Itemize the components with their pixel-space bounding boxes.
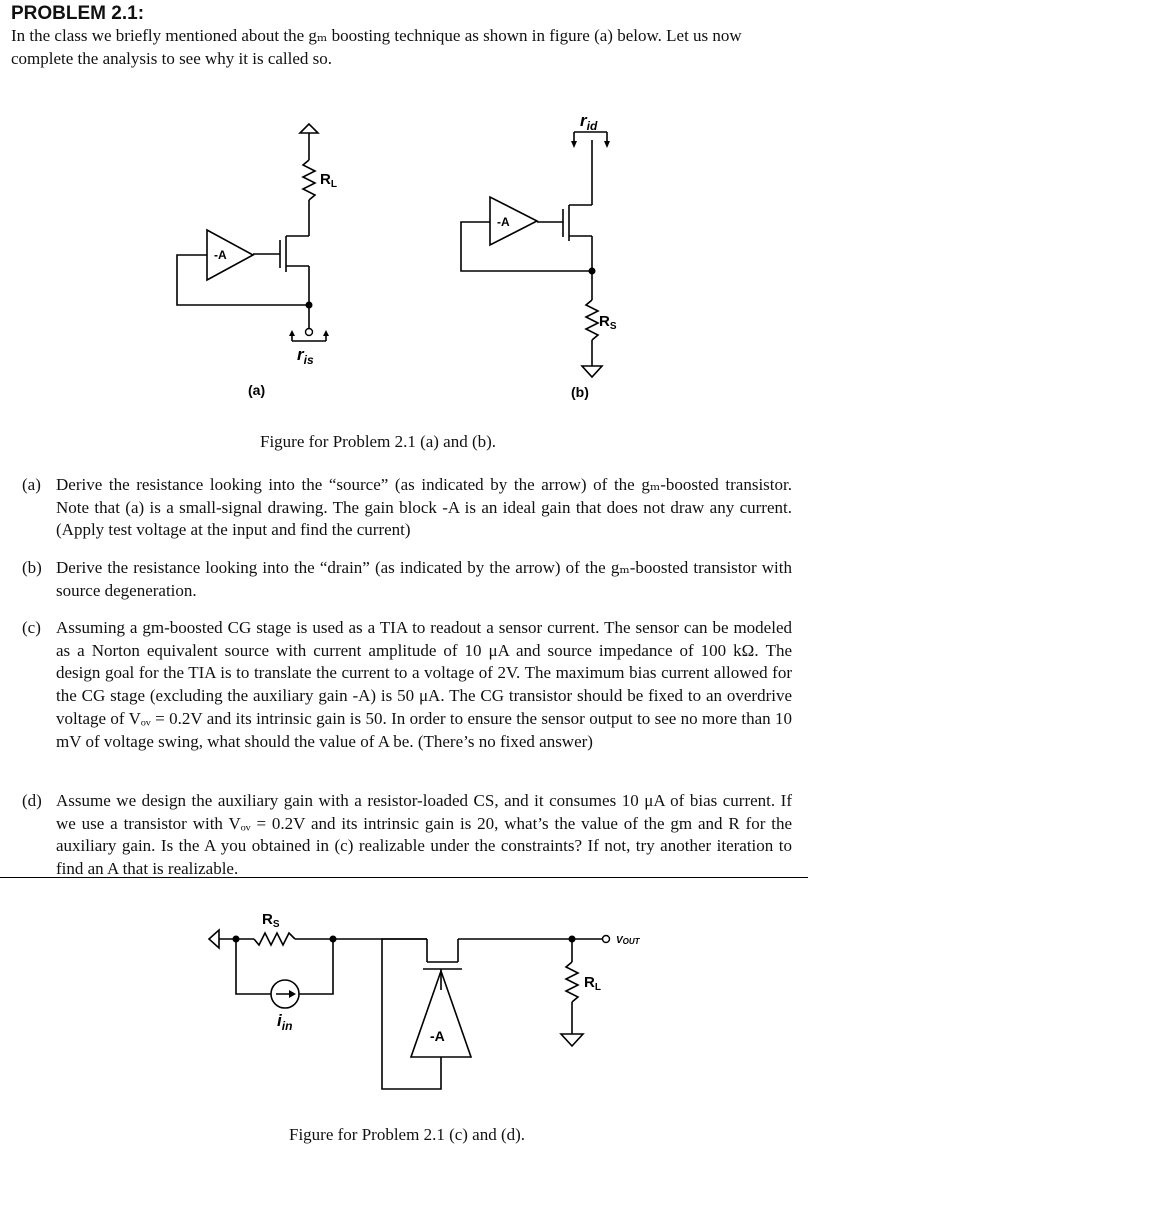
question-b-text: Derive the resistance looking into the “drain” (as indicated by the arrow) of the gₘ-boosted transistor with source degeneration. xyxy=(56,558,792,600)
amp-label: -A xyxy=(430,1028,445,1044)
question-a xyxy=(22,474,792,542)
rs-label: $R_S$ xyxy=(262,911,280,930)
question-b xyxy=(22,557,792,602)
rl-label: $R_L$ xyxy=(584,974,601,993)
circuit-a xyxy=(177,124,337,398)
rs-b-label: $R_S$ xyxy=(599,313,617,332)
ground-b-icon xyxy=(582,366,602,377)
question-b-label: (b) xyxy=(22,558,42,577)
amp-b-label: -A xyxy=(497,215,510,229)
question-a-text: Derive the resistance looking into the “source” (as indicated by the arrow) of the gₘ-boosted transistor. Note that (a) is a small-signal drawing. The gain block -A is an ideal gain that does not draw any current. (Apply test voltage at the input and find the current) xyxy=(56,475,792,540)
node-arrow-up-icon xyxy=(300,124,318,133)
ris-label: $r_{is}$ xyxy=(297,345,314,367)
sublabel-b: (b) xyxy=(571,384,589,400)
question-d-label: (d) xyxy=(22,791,42,810)
problem-title: PROBLEM 2.1: xyxy=(11,3,145,24)
resistor-rl-a-icon xyxy=(303,160,315,200)
question-c-text: Assuming a gm-boosted CG stage is used as a TIA to readout a sensor current. The sensor can be modeled as a Norton equivalent source with current amplitude of 10 μA and source impedance of 100 kΩ. The design goal for the TIA is to translate the current to a voltage of 2V. The maximum bias current allowed for the CG stage (excluding the auxiliary gain -A) is 50 μA. The CG transistor should be fixed to an overdrive voltage of Vₒᵥ = 0.2V and its intrinsic gain is 50. In order to ensure the sensor output to see no more than 10 mV of voltage swing, what should the value of A be. (There’s no fixed answer) xyxy=(56,618,792,751)
question-d xyxy=(22,790,792,881)
port-terminal-a xyxy=(306,329,313,336)
question-c xyxy=(22,617,792,753)
intro-paragraph: In the class we briefly mentioned about the gₘ boosting technique as shown in figure (a) below. Let us now complete the analysis to see why it is called so. xyxy=(11,26,742,68)
resistor-rs-b-icon xyxy=(586,300,598,340)
horizontal-rule xyxy=(0,877,808,878)
amp-a-label: -A xyxy=(214,248,227,262)
rl-a-label: $R_L$ xyxy=(320,171,337,190)
sublabel-a: (a) xyxy=(248,382,266,398)
question-d-text: Assume we design the auxiliary gain with a resistor-loaded CS, and it consumes 10 μA of bias current. If we use a transistor with Vₒᵥ = 0.2V and its intrinsic gain is 20, what’s the value of the gm and R for the auxiliary gain. Is the A you obtained in (c) realizable under the constraints? If not, try another iteration to find an A that is realizable. xyxy=(56,791,792,879)
iin-label: $i_{in}$ xyxy=(277,1011,293,1033)
figure-1-caption: Figure for Problem 2.1 (a) and (b). xyxy=(260,432,497,451)
question-a-label: (a) xyxy=(22,475,41,494)
vout-label: VOUT xyxy=(616,935,640,946)
rid-label: $r_{id}$ xyxy=(580,111,598,133)
figure-2-caption: Figure for Problem 2.1 (c) and (d). xyxy=(289,1125,526,1144)
question-c-label: (c) xyxy=(22,618,41,637)
circuit-b xyxy=(461,111,617,400)
